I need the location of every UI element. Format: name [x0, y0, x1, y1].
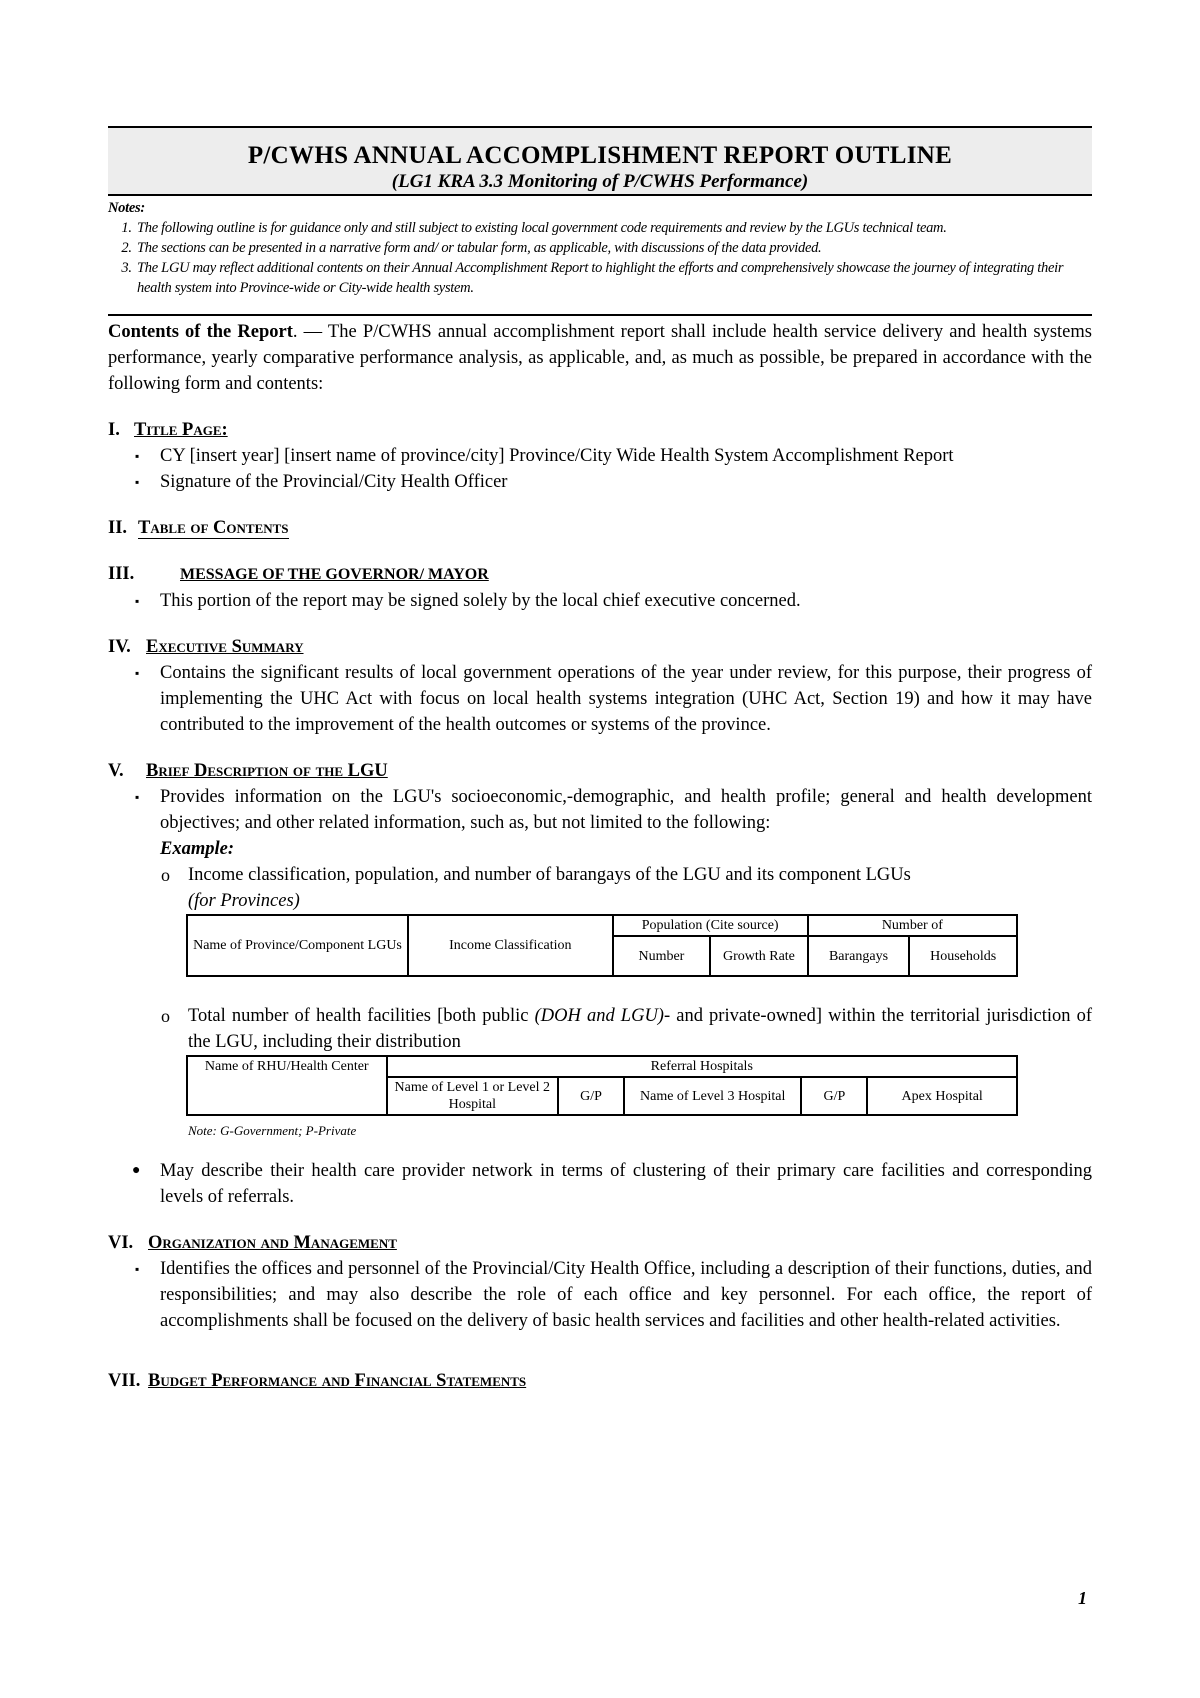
section-number: VI.	[108, 1233, 134, 1253]
section-title: Budget Performance and Financial Statements	[148, 1371, 527, 1391]
section-number: II.	[108, 518, 128, 538]
note-item: 2. The sections can be presented in a narrative form and/ or tabular form, as applicable, with discussions of the data provided.	[135, 238, 1092, 258]
bullet-item: ▪ Contains the significant results of local government operations of the year under review, for this purpose, their progress of implementing the UHC Act with focus on local health systems integration (UHC Act, Section 19) and how it may have contributed to the improvement of the health outcomes or systems of the province.	[160, 660, 1092, 738]
contents-paragraph	[108, 314, 1092, 397]
bullet-item: ▪ This portion of the report may be signed solely by the local chief executive concerned.	[160, 588, 1092, 614]
section-title: Organization and Management	[148, 1233, 397, 1253]
table-header: Households	[909, 936, 1017, 976]
table-header: Name of Province/Component LGUs	[187, 915, 408, 976]
page-title: P/CWHS ANNUAL ACCOMPLISHMENT REPORT OUTLINE	[247, 142, 953, 169]
notes-heading: Notes:	[108, 200, 145, 216]
notes	[108, 198, 1092, 298]
table-header: Population (Cite source)	[613, 915, 808, 936]
table-header: Barangays	[808, 936, 910, 976]
sub-item-emphasis: (DOH and LGU)	[534, 1006, 664, 1026]
bullet-item: ▪ Identifies the offices and personnel of the Provincial/City Health Office, including a description of their functions, duties, and responsibilities; and may also describe the role of each office and key personnel. For each office, the report of accomplishments shall be focused on the delivery of basic health services and facilities and other health-related activities.	[160, 1256, 1092, 1334]
section-title: Brief Description of the LGU	[146, 761, 388, 781]
page-subtitle: (LG1 KRA 3.3 Monitoring of P/CWHS Performance)	[391, 171, 809, 192]
sub-item-text: Total number of health facilities [both public	[188, 1006, 535, 1026]
section-title: Title Page:	[134, 420, 228, 440]
sub-item-tail: (for Provinces)	[188, 891, 300, 911]
sub-item-text: - and private-owned] within the territorial jurisdiction of the LGU, including their distribution	[188, 1006, 1092, 1052]
table-header: Name of Level 3 Hospital	[624, 1077, 802, 1115]
table-header: G/P	[558, 1077, 624, 1115]
section-number: I.	[108, 420, 120, 440]
bullet-item: ▪ Signature of the Provincial/City Health Officer	[160, 469, 1092, 495]
sub-item	[188, 1003, 1092, 1144]
note-item: 3. The LGU may reflect additional contents on their Annual Accomplishment Report to highlight the efforts and comprehensively showcase the journey of integrating their health system into Province-wide or City-wide health system.	[135, 258, 1092, 298]
bullet-item: ▪ CY [insert year] [insert name of province/city] Province/City Wide Health System Accomplishment Report	[160, 443, 1092, 469]
table-header: Growth Rate	[710, 936, 808, 976]
bullet-item: ● May describe their health care provider network in terms of clustering of their primary care facilities and corresponding levels of referrals.	[160, 1158, 1092, 1210]
note-item: 1. The following outline is for guidance only and still subject to existing local government code requirements and review by the LGUs technical team.	[135, 218, 1092, 238]
section-executive-summary	[108, 634, 1092, 738]
document-page	[108, 126, 1092, 1394]
lgu-profile-table	[186, 914, 1018, 977]
page-number: 1	[1078, 1588, 1087, 1608]
table-header: Apex Hospital	[867, 1077, 1017, 1115]
contents-text: . — The P/CWHS annual accomplishment report shall include health service delivery and health systems performance, yearly comparative performance analysis, as applicable, and, as much as possible, be prepared in accordance with the following form and contents:	[108, 322, 1092, 394]
section-number: IV.	[108, 637, 131, 657]
title-box	[108, 126, 1092, 196]
section-toc	[108, 515, 1092, 541]
table-header: G/P	[801, 1077, 867, 1115]
section-message	[108, 561, 1092, 614]
table-note: Note: G-Government; P-Private	[188, 1123, 357, 1138]
section-title-page	[108, 417, 1092, 495]
section-brief-description	[108, 758, 1092, 1210]
section-title: Table of Contents	[138, 518, 289, 538]
table-header: Name of Level 1 or Level 2 Hospital	[387, 1077, 559, 1115]
section-number: III.	[108, 564, 135, 584]
table-header: Number	[613, 936, 711, 976]
sub-item-text: Income classification, population, and number of barangays of the LGU and its component LGUs	[188, 865, 911, 885]
bullet-item	[160, 784, 1092, 1144]
section-number: VII.	[108, 1371, 141, 1391]
section-title: Executive Summary	[146, 637, 304, 657]
health-facilities-table	[186, 1055, 1018, 1116]
section-organization	[108, 1230, 1092, 1334]
table-header: Income Classification	[408, 915, 613, 976]
bullet-text: Provides information on the LGU's socioeconomic,-demographic, and health profile; general and health development objectives; and other related information, such as, but not limited to the following:	[160, 787, 1092, 833]
section-budget	[108, 1368, 1092, 1394]
section-number: V.	[108, 761, 124, 781]
table-header: Number of	[808, 915, 1017, 936]
section-title: MESSAGE OF THE GOVERNOR/ MAYOR	[180, 566, 489, 583]
table-header: Referral Hospitals	[387, 1056, 1017, 1077]
sub-item	[188, 862, 1092, 977]
table-header: Name of RHU/Health Center	[187, 1056, 387, 1115]
example-label: Example:	[160, 839, 234, 859]
contents-lead: Contents of the Report	[108, 322, 293, 342]
